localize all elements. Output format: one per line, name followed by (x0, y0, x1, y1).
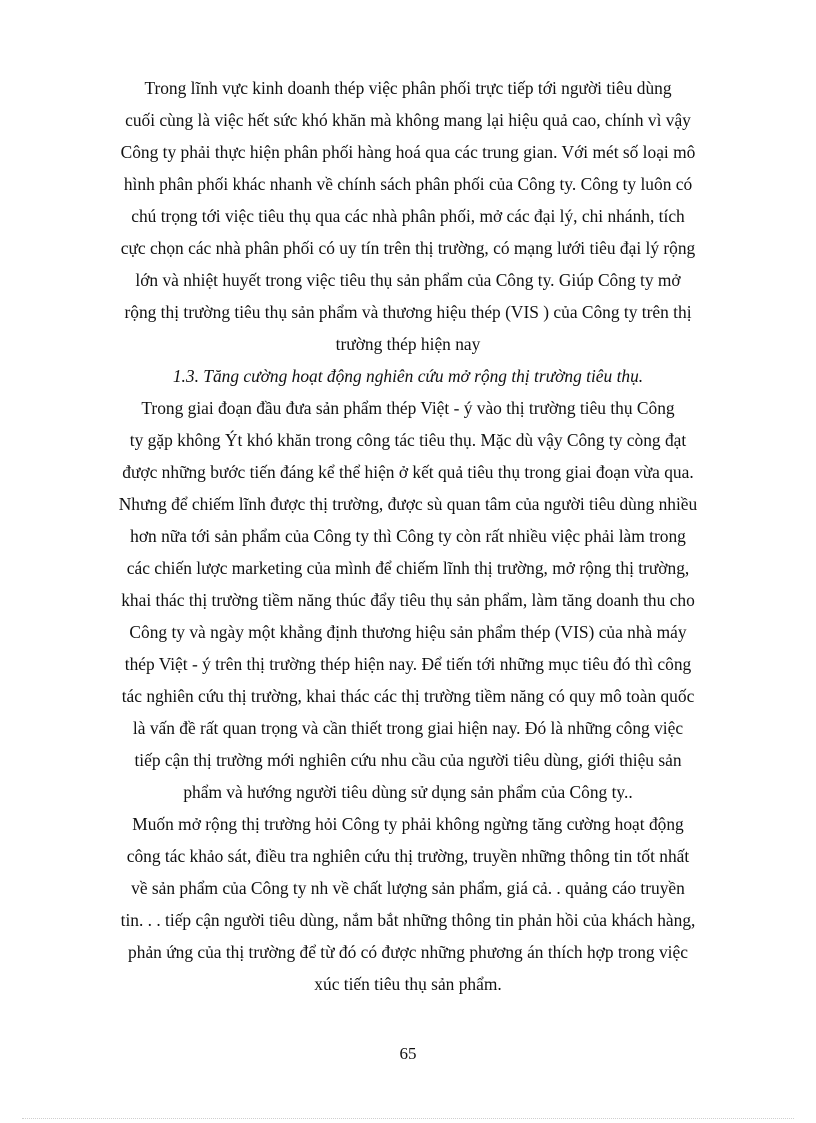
paragraph1-line: cực chọn các nhà phân phối có uy tín trên thị trường, có mạng lưới tiêu đại lý rộng (120, 238, 696, 258)
paragraph2-line: các chiến lược marketing của mình để chiếm lĩnh thị trường, mở rộng thị trường, (126, 558, 690, 578)
paragraph2-line: thép Việt - ý trên thị trường thép hiện nay. Để tiến tới những mục tiêu đó thì công (124, 654, 692, 674)
paragraph2-line: phẩm và hướng người tiêu dùng sử dụng sản phẩm của Công ty.. (183, 782, 633, 802)
paragraph2-line: ty gặp không Ýt khó khăn trong công tác tiêu thụ. Mặc dù vậy Công ty còng đạt (129, 430, 687, 450)
paragraph2-line: Công ty và ngày một khẳng định thương hiệu sản phẩm thép (VIS) của nhà máy (129, 622, 687, 642)
paragraph1-line: cuối cùng là việc hết sức khó khăn mà không mang lại hiệu quả cao, chính vì vậy (125, 110, 691, 130)
paragraph2-line: hơn nữa tới sản phẩm của Công ty thì Công ty còn rất nhiều việc phải làm trong (130, 526, 686, 546)
paragraph1-line: lớn và nhiệt huyết trong việc tiêu thụ sản phẩm của Công ty. Giúp Công ty mở (135, 270, 681, 290)
paragraph1-line: Công ty phải thực hiện phân phối hàng hoá qua các trung gian. Với mét số loại mô (120, 142, 696, 162)
paragraph3-line: phản ứng của thị trường để từ đó có được những phương án thích hợp trong việc (128, 942, 688, 962)
paragraph1-line: hình phân phối khác nhanh về chính sách phân phối của Công ty. Công ty luôn có (123, 174, 693, 194)
paragraph2-line: được những bước tiến đáng kể thể hiện ở kết quả tiêu thụ trong giai đoạn vừa qua. (122, 462, 694, 482)
paragraph1-line: rộng thị trường tiêu thụ sản phẩm và thương hiệu thép (VIS ) của Công ty trên thị (124, 302, 692, 322)
paragraph2-line: Nhưng để chiếm lĩnh được thị trường, được sù quan tâm của người tiêu dùng nhiều (118, 494, 698, 514)
paragraph1-line: chú trọng tới việc tiêu thụ qua các nhà phân phối, mở các đại lý, chi nhánh, tích (131, 206, 685, 226)
paragraph2-line: Trong giai đoạn đầu đưa sản phẩm thép Việt - ý vào thị trường tiêu thụ Công (141, 398, 675, 418)
paragraph2-line: tiếp cận thị trường mới nghiên cứu nhu cầu của người tiêu dùng, giới thiệu sản (134, 750, 682, 770)
page-bottom-border (22, 1118, 794, 1119)
paragraph2-line: là vấn đề rất quan trọng và cần thiết trong giai hiện nay. Đó là những công việc (132, 718, 684, 738)
paragraph2-line: tác nghiên cứu thị trường, khai thác các thị trường tiềm năng có quy mô toàn quốc (121, 686, 695, 706)
section_heading-line: 1.3. Tăng cường hoạt động nghiên cứu mở rộng thị trường tiêu thụ. (172, 366, 644, 386)
paragraph3-line: tin. . . tiếp cận người tiêu dùng, nắm bắt những thông tin phản hồi của khách hàng, (120, 910, 696, 930)
paragraph1-line: Trong lĩnh vực kinh doanh thép việc phân phối trực tiếp tới người tiêu dùng (144, 78, 672, 98)
paragraph1-line: trường thép hiện nay (335, 334, 481, 354)
paragraph3-line: công tác khảo sát, điều tra nghiên cứu thị trường, truyền những thông tin tốt nhất (126, 846, 690, 866)
paragraph2-line: khai thác thị trường tiềm năng thúc đẩy tiêu thụ sản phẩm, làm tăng doanh thu cho (121, 590, 695, 610)
paragraph3-line: Muốn mở rộng thị trường hỏi Công ty phải không ngừng tăng cường hoạt động (132, 814, 684, 834)
paragraph3-line: về sản phẩm của Công ty nh về chất lượng sản phẩm, giá cả. . quảng cáo truyền (131, 878, 685, 898)
paragraph3-line: xúc tiến tiêu thụ sản phẩm. (314, 974, 502, 994)
page-number: 65 (399, 1044, 417, 1063)
